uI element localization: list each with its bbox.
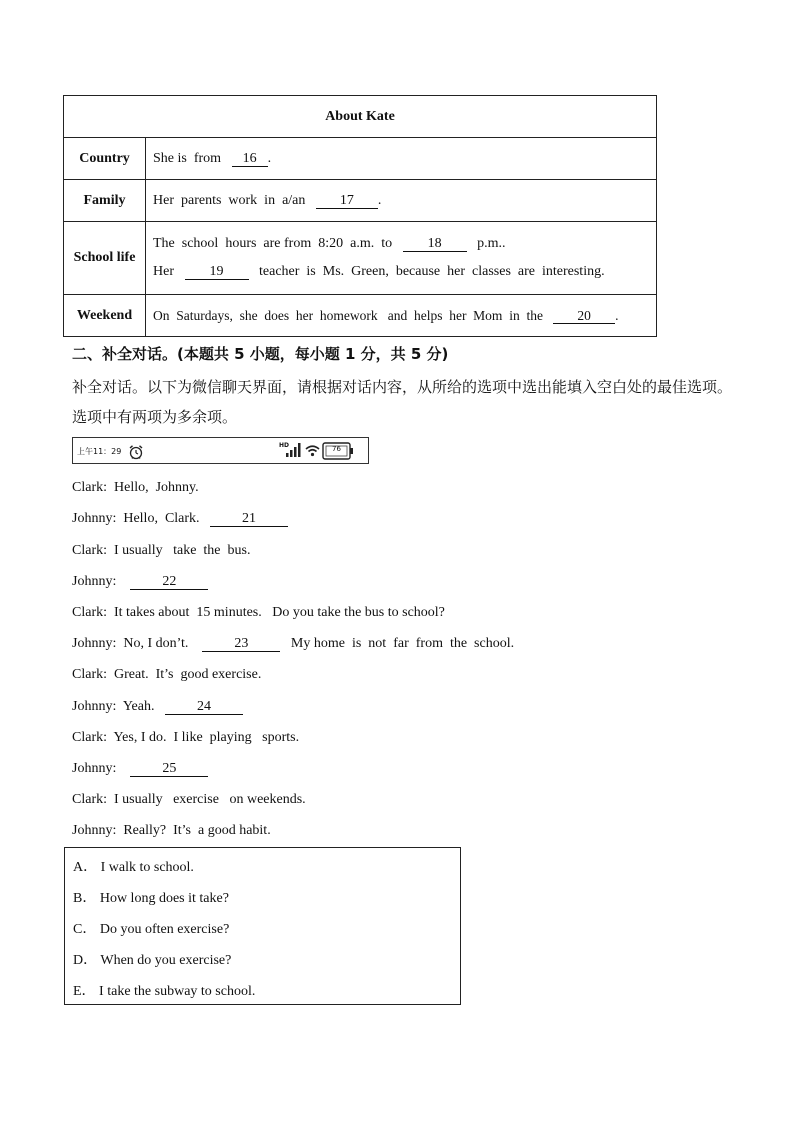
wifi-icon xyxy=(305,444,320,462)
phone-status-bar xyxy=(72,437,369,464)
dialogue-line xyxy=(72,667,261,683)
dialogue-text-after: My home is not far from the school. xyxy=(280,636,515,651)
blank-21[interactable]: 21 xyxy=(210,511,288,527)
dialogue-line xyxy=(72,730,299,746)
dialogue-text: Johnny: xyxy=(72,761,131,776)
option-a[interactable]: A． I walk to school. xyxy=(73,860,194,875)
about-kate-table xyxy=(63,95,657,337)
school-life-line-1 xyxy=(153,236,649,252)
dialogue-text: Johnny: No, I don’t. xyxy=(72,636,203,651)
section-instruction: 补全对话。以下为微信聊天界面，请根据对话内容，从所给的选项中选出能填入空白处的最佳选项。选项中有两项为多余项。 xyxy=(72,378,733,426)
alarm-icon xyxy=(128,444,144,465)
row-text-after: p.m.. xyxy=(466,236,506,251)
dialogue-text: Johnny: xyxy=(72,574,131,589)
signal-icon xyxy=(285,443,301,462)
row-text: On Saturdays, she does her homework and helps her Mom in the xyxy=(153,307,554,323)
row-text: She is from xyxy=(153,150,232,166)
table-row xyxy=(64,180,657,222)
blank-16[interactable]: 16 xyxy=(232,151,268,167)
status-time: 上午11：29 xyxy=(77,447,122,456)
row-label-family: Family xyxy=(64,180,146,222)
blank-25[interactable]: 25 xyxy=(130,761,208,777)
row-content-family xyxy=(146,180,657,222)
dialogue-text: Johnny: Hello, Clark. xyxy=(72,511,211,526)
dialogue-text: Clark: Yes, I do. I like playing sports. xyxy=(72,730,300,745)
dialogue-line xyxy=(72,605,445,621)
dialogue-text: Clark: It takes about 15 minutes. Do you take the bus to school? xyxy=(72,605,445,620)
row-content-country xyxy=(146,138,657,180)
row-label-school-life: School life xyxy=(64,222,146,295)
dialogue-text: Clark: I usually exercise on weekends. xyxy=(72,792,306,807)
blank-18[interactable]: 18 xyxy=(403,236,467,252)
option-c[interactable]: C． Do you often exercise? xyxy=(73,922,230,937)
row-text-after: teacher is Ms. Green, because her classes are interesting. xyxy=(248,264,605,279)
dialogue-line xyxy=(72,480,199,496)
dialogue-line xyxy=(72,792,306,808)
dialogue-line xyxy=(72,761,208,777)
dialogue-line xyxy=(72,511,288,527)
row-label-country: Country xyxy=(64,138,146,180)
dialogue-text: Johnny: Yeah. xyxy=(72,699,165,714)
blank-23[interactable]: 23 xyxy=(202,636,280,652)
blank-19[interactable]: 19 xyxy=(185,264,249,280)
row-text: Her xyxy=(153,264,185,279)
dialogue-text: Clark: I usually take the bus. xyxy=(72,543,251,558)
option-b[interactable]: B． How long does it take? xyxy=(73,891,229,906)
row-content-school-life xyxy=(146,222,657,295)
options-box xyxy=(64,847,461,1005)
dialogue-line xyxy=(72,574,208,590)
dialogue-line xyxy=(72,823,271,839)
dialogue-text: Clark: Hello, Johnny. xyxy=(72,480,199,495)
row-text-after: . xyxy=(615,307,619,323)
table-title: About Kate xyxy=(64,96,657,138)
battery-level: 76 xyxy=(332,445,341,453)
row-content-weekend xyxy=(146,295,657,337)
blank-24[interactable]: 24 xyxy=(165,699,243,715)
blank-20[interactable]: 20 xyxy=(553,308,615,324)
table-row xyxy=(64,138,657,180)
option-d[interactable]: D． When do you exercise? xyxy=(73,953,232,968)
dialogue-text: Clark: Great. It’s good exercise. xyxy=(72,667,262,682)
network-label: HD xyxy=(279,442,290,449)
dialogue-line xyxy=(72,636,514,652)
section-title: 二、补全对话。(本题共 5 小题，每小题 1 分，共 5 分) xyxy=(72,345,449,363)
row-text-after: . xyxy=(377,192,382,208)
dialogue-line xyxy=(72,543,250,559)
row-label-weekend: Weekend xyxy=(64,295,146,337)
option-e[interactable]: E． I take the subway to school. xyxy=(73,984,256,999)
table-row xyxy=(64,295,657,337)
battery-icon xyxy=(322,442,354,465)
row-text: Her parents work in a/an xyxy=(153,192,316,208)
blank-17[interactable]: 17 xyxy=(316,193,378,209)
row-text: The school hours are from 8:20 a.m. to xyxy=(153,236,403,251)
school-life-line-2 xyxy=(153,264,649,280)
blank-22[interactable]: 22 xyxy=(130,574,208,590)
dialogue-text: Johnny: Really? It’s a good habit. xyxy=(72,823,271,838)
table-row xyxy=(64,222,657,295)
row-text-after: . xyxy=(267,150,272,166)
dialogue-line xyxy=(72,699,243,715)
